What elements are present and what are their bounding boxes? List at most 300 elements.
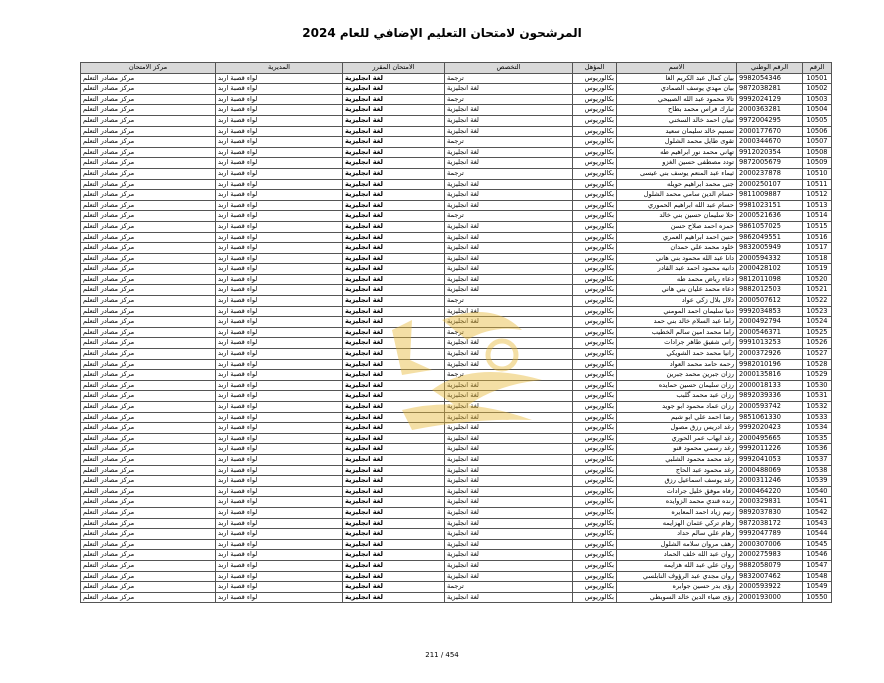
header-center: مركز الامتحان	[81, 63, 216, 74]
cell-national-id: 2000177670	[737, 126, 803, 137]
table-row	[81, 84, 832, 95]
cell-national-id: 2000237878	[737, 168, 803, 179]
cell-no: 10513	[803, 200, 832, 211]
cell-specialization: لغة انجليزية	[445, 232, 573, 243]
cell-no: 10504	[803, 105, 832, 116]
cell-no: 10523	[803, 306, 832, 317]
cell-no: 10506	[803, 126, 832, 137]
table-row	[81, 349, 832, 360]
cell-no: 10505	[803, 115, 832, 126]
cell-specialization: لغة انجليزية	[445, 507, 573, 518]
table-row	[81, 327, 832, 338]
cell-no: 10545	[803, 539, 832, 550]
cell-no: 10519	[803, 264, 832, 275]
table-row	[81, 264, 832, 275]
cell-qualification: بكالوريوس	[573, 94, 617, 105]
cell-name: رنده قندي محمد الزوايده	[617, 497, 737, 508]
cell-center: مركز مصادر التعلم	[81, 84, 216, 95]
cell-qualification: بكالوريوس	[573, 349, 617, 360]
table-row	[81, 338, 832, 349]
cell-specialization: لغة انجليزية	[445, 380, 573, 391]
cell-directorate: لواء قصبة اربد	[216, 221, 343, 232]
cell-qualification: بكالوريوس	[573, 253, 617, 264]
table-row	[81, 380, 832, 391]
cell-directorate: لواء قصبة اربد	[216, 444, 343, 455]
cell-specialization: لغة انجليزية	[445, 571, 573, 582]
cell-specialization: لغة انجليزية	[445, 592, 573, 603]
cell-national-id: 9982054346	[737, 73, 803, 84]
cell-directorate: لواء قصبة اربد	[216, 306, 343, 317]
cell-exam: لغة انجليزية	[343, 560, 445, 571]
cell-directorate: لواء قصبة اربد	[216, 94, 343, 105]
cell-no: 10546	[803, 550, 832, 561]
cell-center: مركز مصادر التعلم	[81, 550, 216, 561]
cell-no: 10521	[803, 285, 832, 296]
table-row	[81, 465, 832, 476]
cell-specialization: لغة انجليزية	[445, 115, 573, 126]
cell-qualification: بكالوريوس	[573, 518, 617, 529]
cell-name: رنيم زياد احمد المعايره	[617, 507, 737, 518]
table-row	[81, 454, 832, 465]
cell-specialization: لغة انجليزية	[445, 306, 573, 317]
cell-no: 10541	[803, 497, 832, 508]
cell-national-id: 9992011226	[737, 444, 803, 455]
cell-specialization: لغة انجليزية	[445, 529, 573, 540]
cell-exam: لغة انجليزية	[343, 539, 445, 550]
cell-specialization: لغة انجليزية	[445, 264, 573, 275]
cell-qualification: بكالوريوس	[573, 285, 617, 296]
cell-directorate: لواء قصبة اربد	[216, 518, 343, 529]
cell-directorate: لواء قصبة اربد	[216, 73, 343, 84]
cell-no: 10532	[803, 402, 832, 413]
table-row	[81, 285, 832, 296]
cell-name: خلود محمد علي حمدان	[617, 243, 737, 254]
cell-name: بيان كمال عبد الكريم الغا	[617, 73, 737, 84]
cell-national-id: 2000546371	[737, 327, 803, 338]
cell-exam: لغة انجليزية	[343, 306, 445, 317]
cell-national-id: 2000329831	[737, 497, 803, 508]
cell-directorate: لواء قصبة اربد	[216, 158, 343, 169]
cell-no: 10550	[803, 592, 832, 603]
cell-no: 10501	[803, 73, 832, 84]
cell-specialization: لغة انجليزية	[445, 84, 573, 95]
cell-national-id: 9812011098	[737, 274, 803, 285]
cell-center: مركز مصادر التعلم	[81, 115, 216, 126]
cell-name: حسام الدين سامي محمد الشلول	[617, 190, 737, 201]
table-row	[81, 221, 832, 232]
cell-specialization: لغة انجليزية	[445, 126, 573, 137]
table-row	[81, 253, 832, 264]
cell-no: 10516	[803, 232, 832, 243]
cell-no: 10511	[803, 179, 832, 190]
cell-name: تهاني محمد نور ابراهيم طه	[617, 147, 737, 158]
cell-center: مركز مصادر التعلم	[81, 465, 216, 476]
cell-directorate: لواء قصبة اربد	[216, 497, 343, 508]
cell-center: مركز مصادر التعلم	[81, 126, 216, 137]
cell-specialization: ترجمة	[445, 94, 573, 105]
cell-name: ثيماء عبد المنعم يوسف بني عيسى	[617, 168, 737, 179]
cell-directorate: لواء قصبة اربد	[216, 402, 343, 413]
cell-specialization: لغة انجليزية	[445, 221, 573, 232]
cell-qualification: بكالوريوس	[573, 412, 617, 423]
table-row	[81, 391, 832, 402]
cell-no: 10539	[803, 476, 832, 487]
cell-exam: لغة انجليزية	[343, 73, 445, 84]
cell-name: روان عبد الله خلف الحماد	[617, 550, 737, 561]
cell-national-id: 9851061330	[737, 412, 803, 423]
cell-center: مركز مصادر التعلم	[81, 211, 216, 222]
header-directorate: المديرية	[216, 63, 343, 74]
cell-national-id: 2000311246	[737, 476, 803, 487]
cell-no: 10540	[803, 486, 832, 497]
cell-directorate: لواء قصبة اربد	[216, 243, 343, 254]
header-exam: الامتحان المقرر	[343, 63, 445, 74]
table-row	[81, 317, 832, 328]
table-row	[81, 115, 832, 126]
cell-center: مركز مصادر التعلم	[81, 168, 216, 179]
cell-specialization: ترجمة	[445, 296, 573, 307]
cell-name: حنين احمد ابراهيم العمري	[617, 232, 737, 243]
cell-directorate: لواء قصبة اربد	[216, 285, 343, 296]
table-row	[81, 94, 832, 105]
cell-name: رفاه موفق خليل جرادات	[617, 486, 737, 497]
cell-exam: لغة انجليزية	[343, 380, 445, 391]
cell-qualification: بكالوريوس	[573, 571, 617, 582]
cell-exam: لغة انجليزية	[343, 147, 445, 158]
cell-center: مركز مصادر التعلم	[81, 94, 216, 105]
cell-center: مركز مصادر التعلم	[81, 518, 216, 529]
cell-qualification: بكالوريوس	[573, 359, 617, 370]
cell-no: 10534	[803, 423, 832, 434]
cell-exam: لغة انجليزية	[343, 529, 445, 540]
cell-no: 10515	[803, 221, 832, 232]
table-row	[81, 476, 832, 487]
table-header-row	[81, 63, 832, 74]
cell-center: مركز مصادر التعلم	[81, 582, 216, 593]
cell-specialization: لغة انجليزية	[445, 444, 573, 455]
cell-qualification: بكالوريوس	[573, 539, 617, 550]
cell-directorate: لواء قصبة اربد	[216, 380, 343, 391]
cell-no: 10502	[803, 84, 832, 95]
cell-exam: لغة انجليزية	[343, 253, 445, 264]
cell-center: مركز مصادر التعلم	[81, 264, 216, 275]
cell-exam: لغة انجليزية	[343, 296, 445, 307]
cell-specialization: لغة انجليزية	[445, 476, 573, 487]
cell-national-id: 2000428102	[737, 264, 803, 275]
cell-exam: لغة انجليزية	[343, 94, 445, 105]
table-row	[81, 158, 832, 169]
cell-name: روان مجدي عبد الرؤوف النابلسي	[617, 571, 737, 582]
cell-no: 10526	[803, 338, 832, 349]
cell-exam: لغة انجليزية	[343, 486, 445, 497]
cell-exam: لغة انجليزية	[343, 550, 445, 561]
cell-specialization: لغة انجليزية	[445, 338, 573, 349]
cell-exam: لغة انجليزية	[343, 444, 445, 455]
cell-qualification: بكالوريوس	[573, 115, 617, 126]
cell-national-id: 9972004295	[737, 115, 803, 126]
cell-national-id: 2000521636	[737, 211, 803, 222]
cell-center: مركز مصادر التعلم	[81, 338, 216, 349]
cell-directorate: لواء قصبة اربد	[216, 327, 343, 338]
cell-directorate: لواء قصبة اربد	[216, 147, 343, 158]
cell-center: مركز مصادر التعلم	[81, 274, 216, 285]
cell-qualification: بكالوريوس	[573, 317, 617, 328]
cell-directorate: لواء قصبة اربد	[216, 423, 343, 434]
table-row	[81, 296, 832, 307]
cell-specialization: لغة انجليزية	[445, 200, 573, 211]
cell-qualification: بكالوريوس	[573, 402, 617, 413]
cell-qualification: بكالوريوس	[573, 232, 617, 243]
cell-name: تسنيم خالد سليمان سعيد	[617, 126, 737, 137]
cell-name: حمزه احمد صلاح حسن	[617, 221, 737, 232]
table-row	[81, 423, 832, 434]
cell-national-id: 2000372926	[737, 349, 803, 360]
cell-national-id: 2000275983	[737, 550, 803, 561]
cell-specialization: لغة انجليزية	[445, 190, 573, 201]
cell-exam: لغة انجليزية	[343, 433, 445, 444]
table-row	[81, 200, 832, 211]
cell-no: 10538	[803, 465, 832, 476]
cell-national-id: 9832007462	[737, 571, 803, 582]
cell-directorate: لواء قصبة اربد	[216, 253, 343, 264]
cell-center: مركز مصادر التعلم	[81, 560, 216, 571]
cell-exam: لغة انجليزية	[343, 84, 445, 95]
cell-no: 10544	[803, 529, 832, 540]
table-row	[81, 211, 832, 222]
cell-qualification: بكالوريوس	[573, 592, 617, 603]
cell-name: تالا محمود عبد الله الصبيحي	[617, 94, 737, 105]
cell-name: راني شفيق طاهر جرادات	[617, 338, 737, 349]
cell-center: مركز مصادر التعلم	[81, 190, 216, 201]
cell-center: مركز مصادر التعلم	[81, 147, 216, 158]
cell-specialization: لغة انجليزية	[445, 560, 573, 571]
cell-specialization: لغة انجليزية	[445, 243, 573, 254]
table-row	[81, 147, 832, 158]
cell-national-id: 9992024129	[737, 94, 803, 105]
cell-no: 10522	[803, 296, 832, 307]
page-number: 211 / 454	[425, 651, 459, 659]
cell-no: 10530	[803, 380, 832, 391]
cell-name: رزان عماد محمود ابو جويد	[617, 402, 737, 413]
cell-directorate: لواء قصبة اربد	[216, 359, 343, 370]
cell-directorate: لواء قصبة اربد	[216, 560, 343, 571]
cell-directorate: لواء قصبة اربد	[216, 317, 343, 328]
cell-center: مركز مصادر التعلم	[81, 433, 216, 444]
table-row	[81, 592, 832, 603]
cell-specialization: ترجمة	[445, 370, 573, 381]
cell-directorate: لواء قصبة اربد	[216, 338, 343, 349]
cell-qualification: بكالوريوس	[573, 486, 617, 497]
cell-qualification: بكالوريوس	[573, 243, 617, 254]
cell-exam: لغة انجليزية	[343, 211, 445, 222]
cell-exam: لغة انجليزية	[343, 402, 445, 413]
cell-directorate: لواء قصبة اربد	[216, 296, 343, 307]
cell-name: دانيه محمود احمد عبد القادر	[617, 264, 737, 275]
cell-specialization: لغة انجليزية	[445, 465, 573, 476]
cell-name: رغد ادريس رزق مصول	[617, 423, 737, 434]
cell-directorate: لواء قصبة اربد	[216, 200, 343, 211]
cell-no: 10528	[803, 359, 832, 370]
cell-specialization: ترجمة	[445, 168, 573, 179]
cell-no: 10509	[803, 158, 832, 169]
cell-exam: لغة انجليزية	[343, 476, 445, 487]
cell-directorate: لواء قصبة اربد	[216, 349, 343, 360]
cell-center: مركز مصادر التعلم	[81, 221, 216, 232]
table-row	[81, 486, 832, 497]
table-row	[81, 274, 832, 285]
cell-exam: لغة انجليزية	[343, 274, 445, 285]
cell-directorate: لواء قصبة اربد	[216, 168, 343, 179]
cell-name: رهف مروان سلامه الشلول	[617, 539, 737, 550]
header-national-id: الرقم الوطني	[737, 63, 803, 74]
cell-national-id: 2000344670	[737, 137, 803, 148]
cell-specialization: لغة انجليزية	[445, 274, 573, 285]
cell-name: رهام علي سالم حداد	[617, 529, 737, 540]
cell-national-id: 9882012503	[737, 285, 803, 296]
cell-national-id: 9981023151	[737, 200, 803, 211]
cell-directorate: لواء قصبة اربد	[216, 592, 343, 603]
cell-directorate: لواء قصبة اربد	[216, 211, 343, 222]
cell-directorate: لواء قصبة اربد	[216, 539, 343, 550]
cell-directorate: لواء قصبة اربد	[216, 507, 343, 518]
cell-directorate: لواء قصبة اربد	[216, 115, 343, 126]
cell-exam: لغة انجليزية	[343, 264, 445, 275]
cell-exam: لغة انجليزية	[343, 137, 445, 148]
cell-no: 10525	[803, 327, 832, 338]
cell-specialization: لغة انجليزية	[445, 539, 573, 550]
table-row	[81, 359, 832, 370]
cell-no: 10514	[803, 211, 832, 222]
cell-center: مركز مصادر التعلم	[81, 296, 216, 307]
cell-no: 10529	[803, 370, 832, 381]
table-row	[81, 306, 832, 317]
page-title: المرشحون لامتحان التعليم الإضافي للعام 2024	[302, 26, 582, 40]
cell-center: مركز مصادر التعلم	[81, 486, 216, 497]
cell-qualification: بكالوريوس	[573, 433, 617, 444]
cell-qualification: بكالوريوس	[573, 338, 617, 349]
cell-exam: لغة انجليزية	[343, 454, 445, 465]
cell-name: جنى محمد ابراهيم حويله	[617, 179, 737, 190]
cell-directorate: لواء قصبة اربد	[216, 529, 343, 540]
cell-qualification: بكالوريوس	[573, 465, 617, 476]
cell-no: 10508	[803, 147, 832, 158]
cell-specialization: لغة انجليزية	[445, 497, 573, 508]
cell-exam: لغة انجليزية	[343, 349, 445, 360]
cell-name: راما محمد امين سالم الخطيب	[617, 327, 737, 338]
cell-specialization: لغة انجليزية	[445, 433, 573, 444]
cell-no: 10537	[803, 454, 832, 465]
cell-qualification: بكالوريوس	[573, 84, 617, 95]
cell-national-id: 9882058079	[737, 560, 803, 571]
cell-directorate: لواء قصبة اربد	[216, 190, 343, 201]
cell-name: رغد محمود عبد الحاج	[617, 465, 737, 476]
header-qualification: المؤهل	[573, 63, 617, 74]
table-row	[81, 444, 832, 455]
cell-no: 10510	[803, 168, 832, 179]
cell-directorate: لواء قصبة اربد	[216, 137, 343, 148]
cell-center: مركز مصادر التعلم	[81, 571, 216, 582]
table-row	[81, 582, 832, 593]
cell-no: 10543	[803, 518, 832, 529]
cell-national-id: 9811009887	[737, 190, 803, 201]
cell-center: مركز مصادر التعلم	[81, 402, 216, 413]
cell-qualification: بكالوريوس	[573, 327, 617, 338]
cell-center: مركز مصادر التعلم	[81, 391, 216, 402]
cell-specialization: لغة انجليزية	[445, 105, 573, 116]
cell-qualification: بكالوريوس	[573, 296, 617, 307]
cell-qualification: بكالوريوس	[573, 550, 617, 561]
cell-name: دعاء محمد عليان بني هاني	[617, 285, 737, 296]
cell-name: رغد يوسف اسماعيل رزق	[617, 476, 737, 487]
table-row	[81, 402, 832, 413]
cell-exam: لغة انجليزية	[343, 423, 445, 434]
cell-qualification: بكالوريوس	[573, 529, 617, 540]
cell-specialization: ترجمة	[445, 211, 573, 222]
cell-qualification: بكالوريوس	[573, 423, 617, 434]
cell-national-id: 2000507612	[737, 296, 803, 307]
cell-specialization: لغة انجليزية	[445, 253, 573, 264]
cell-name: دلال بلال زكي عواد	[617, 296, 737, 307]
cell-name: دانا عبد الله محمود بني هاني	[617, 253, 737, 264]
cell-national-id: 9872038172	[737, 518, 803, 529]
table-row	[81, 433, 832, 444]
cell-specialization: لغة انجليزية	[445, 317, 573, 328]
cell-center: مركز مصادر التعلم	[81, 476, 216, 487]
cell-directorate: لواء قصبة اربد	[216, 465, 343, 476]
cell-center: مركز مصادر التعلم	[81, 232, 216, 243]
cell-national-id: 9862049551	[737, 232, 803, 243]
cell-center: مركز مصادر التعلم	[81, 243, 216, 254]
cell-name: حلا سليمان حسين بني خالد	[617, 211, 737, 222]
cell-exam: لغة انجليزية	[343, 179, 445, 190]
table-row	[81, 126, 832, 137]
cell-directorate: لواء قصبة اربد	[216, 582, 343, 593]
cell-specialization: ترجمة	[445, 582, 573, 593]
cell-specialization: لغة انجليزية	[445, 454, 573, 465]
cell-national-id: 9992034853	[737, 306, 803, 317]
table-row	[81, 507, 832, 518]
cell-national-id: 9892037830	[737, 507, 803, 518]
cell-directorate: لواء قصبة اربد	[216, 84, 343, 95]
cell-national-id: 2000250107	[737, 179, 803, 190]
cell-center: مركز مصادر التعلم	[81, 423, 216, 434]
cell-no: 10503	[803, 94, 832, 105]
cell-qualification: بكالوريوس	[573, 370, 617, 381]
cell-qualification: بكالوريوس	[573, 497, 617, 508]
cell-no: 10527	[803, 349, 832, 360]
cell-name: دعاء رياض محمد طه	[617, 274, 737, 285]
cell-exam: لغة انجليزية	[343, 115, 445, 126]
cell-no: 10524	[803, 317, 832, 328]
cell-exam: لغة انجليزية	[343, 391, 445, 402]
cell-exam: لغة انجليزية	[343, 507, 445, 518]
cell-name: رؤى بدر حسين جوابره	[617, 582, 737, 593]
cell-specialization: لغة انجليزية	[445, 518, 573, 529]
cell-name: بيان مهدي يوسف الصمادي	[617, 84, 737, 95]
cell-national-id: 2000464220	[737, 486, 803, 497]
cell-exam: لغة انجليزية	[343, 582, 445, 593]
cell-no: 10547	[803, 560, 832, 571]
cell-exam: لغة انجليزية	[343, 338, 445, 349]
cell-center: مركز مصادر التعلم	[81, 454, 216, 465]
cell-national-id: 9832005949	[737, 243, 803, 254]
cell-exam: لغة انجليزية	[343, 592, 445, 603]
cell-national-id: 2000307006	[737, 539, 803, 550]
table-row	[81, 73, 832, 84]
cell-directorate: لواء قصبة اربد	[216, 232, 343, 243]
cell-no: 10542	[803, 507, 832, 518]
table-row	[81, 168, 832, 179]
